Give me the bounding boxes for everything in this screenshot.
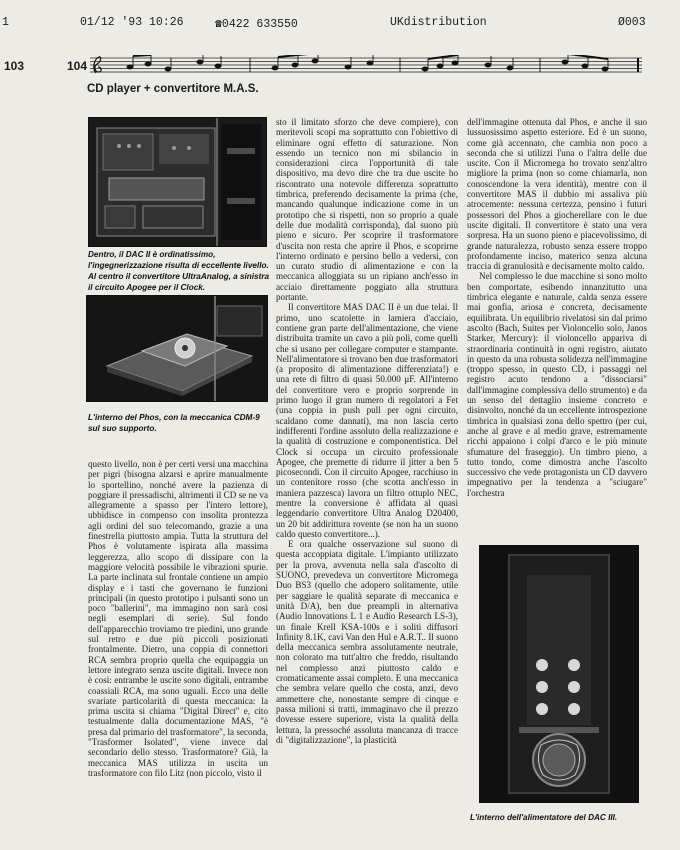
caption-photo-dac: Dentro, il DAC II è ordinatissimo, l'ingegnerizzazione risulta di eccellente livello. Al centro il convertitore UltraAnalog, a sinistra il circuito Apogee per il Clock.	[88, 250, 270, 292]
article-column-3	[467, 117, 647, 542]
column-2-paragraph: Il convertitore MAS DAC II è un due telai. Il primo, uno scatolette in lamiera d'acciaio, contiene gran parte dell'alimentazione, che viene distribuita tramite un cavo a più poli, come quelli che si usano per collegare computer e stampante. Nell'alimentatore si trovano ben due trasformatori (a proposito di alimentazione differenziata!) e una rete di filtro di quasi 50.000 μF. All'interno del convertitore vero e proprio sorprende in primo luogo il gran numero di regolatori a Fet (una coppia in push pull per ogni circuito, scaldano come dannati), ma non lascia certo indifferenti l'ordine assoluto della realizzazione e la qualità di costruzione e componentistica. Del Clock si occupa un circuito professionale Apogee, che premette di ridurre il jitter a ben 5 picosecondi. Con il circuito Apogee, racchiuso in un contenitore rosso (che scotta anch'esso in maniera pazzesca) lavora un filtro ottuplo NEC, mentre la conversione è affidata al quasi leggendario convertitore Ultra Analog D20400, un 20 bit addirittura rovente (se non ha un suono caldo questo convertitore...).	[276, 302, 458, 539]
fax-sender: UKdistribution	[390, 16, 487, 29]
caption-photo-power-supply: L'interno dell'alimentatore del DAC III.	[470, 813, 618, 822]
article-column-2	[276, 117, 458, 844]
article-column-1	[88, 459, 268, 844]
fax-page-number: Ø003	[618, 16, 646, 29]
music-staff-banner	[90, 55, 642, 75]
fax-corner-mark: 1	[2, 16, 9, 29]
photo-dac-interior	[88, 117, 267, 247]
column-2-paragraph: E ora qualche osservazione sul suono di questa accoppiata digitale. L'impianto utilizzato per la prova, avvenuta nella sala d'ascolto di SUONO, prevedeva un convertitore Micromega Duo BS3 (quello che adopero solitamente, utile per saggiare le qualità separate di meccanica e unità D/A), ben due preampli in alternativa (Audio Innovations L 1 e Audio Research LS-3), un finale Krell KSA-100s e i soliti diffusori Infinity 8.1K, cavi Van den Hul e A.R.T.. Il suono della meccanica sembra assolutamente neutrale, non colorato ma tutt'altro che freddo, risultando nel complesso anzi piuttosto caldo e cromaticamente assai completo. E una meccanica che sembra velare quello che costa, anzi, devo ammettere che, nonostante sempre di cinque e passa milioni si tratti, immaginavo che il prezzo dovesse essere superiore, vista la qualità della lettura, la pressoché assoluta mancanza di tracce di "digitalizzazione", la plasticità	[276, 539, 458, 745]
column-3-paragraph: dell'immagine ottenuta dal Phos, e anche il suo lussuosissimo aspetto esteriore. Ed è un suono, come già accennato, che cambia non poco a seconda che si utilizzi l'una o l'altra delle due uscite. Con il Micromega ho trovato senz'altro migliore la prima (non so come chiamarla, non conoscendone la vera identità), mentre con il convertitore MAS il dubbio mi assaliva più atrocemente: nessuna certezza, pensino i futuri possessori del Phos a giocherellare con le due uscite digitali. Il convertitore è stato una vera sorpresa. Ha un suono pieno e piacevolissimo, di grande naturalezza, robusto senza essere troppo profondamente inciso, materico senza alcuna traccia di granulosità e decisamente molto caldo.	[467, 117, 647, 272]
photo-power-supply-interior	[479, 545, 639, 803]
photo-phos-interior	[86, 295, 268, 402]
article-heading: CD player + convertitore M.A.S.	[87, 83, 259, 95]
column-1-paragraph: questo livello, non è per certi versi una macchina per pigri (bisogna alzarsi e aprire manualmente lo sportellino, nonché avere la pazienza di poggiare il pressadischi, altrimenti il CD se ne va allegramente a spasso per l'intero lettore), ubbidisce in compenso con insolita prontezza agli ordini del suo telecomando, grazie a una finestrella piuttosto ampia. Tutta la struttura del Phos è volutamente ispirata alla massima leggerezza, allo scopo di dissipare con la maggiore velocità possibile le vibrazioni spurie. La parte inclinata sul frontale contiene un ampio display e i tasti che governano le funzioni principali (in questo prototipo i pulsanti sono un poco "ballerini", ma immagino non sarà così negli esemplari di serie). Sul fondo dell'apparecchio troviamo tre piedini, uno grande sul retro e due più piccoli posizionati frontalmente. Dietro, una coppia di connettori RCA sembra proprio quella che equipaggia un lettore integrato senza uscite digitali. Invece non è così: entrambe le uscite sono digitali, entrambe coassiali RCA, ma sono uguali. Ecco una delle svariate particolarità di questa meccanica: la prima uscita si chiama "Digital Direct" e, cito testualmente dalla documentazione MAS, "è presa dal primario del trasformatore", la seconda, "Trasformer Isolated", viene invece dal secondario dello stesso. Trasformatore? Già, la meccanica MAS utilizza in uscita un trasformatore con filo Litz (non piccolo, visto il	[88, 459, 268, 778]
fax-phone: ☎0422 633550	[215, 18, 298, 31]
photo-power-supply-image	[479, 545, 639, 803]
photo-phos-interior-image	[87, 296, 267, 401]
column-2-paragraph: sto il limitato sforzo che deve compiere), con meritevoli scopi ma soprattutto con l'obiettivo di eliminare ogni effetto di saturazione. Non essendo un tecnico non mi sbilancio in considerazioni circa l'opportunità di tale dispositivo, ma devo dire che tra due uscite ho riscontrato una notevole differenza soprattutto timbrica, preferendo decisamente la prima (che, mancando qualunque indicazione come in un prototipo che si rispetti, non so proprio a quale delle due modalità corrisponda), dal suono più pieno e sicuro. Per scoprire il trasformatore d'uscita non resta che aprire il Phos, e scoprirne l'interno ordinato e persino bello a vedersi, con un curato studio di alimentazione e con la meccanica alloggiata su un ripiano anch'esso in acciaio direttamente poggiato alla struttura portante.	[276, 117, 458, 303]
column-3-paragraph: Nel complesso le due macchine si sono molto ben comportate, esibendo innanzitutto una timbrica elegante e naturale, calda senza essere mai gonfia, ariosa e concreta, decisamente equilibrata. Un equilibrio rivelatosi sin dal primo ascolto (Bach, Suites per Violoncello solo, Janos Starker, Mercury): il violoncello appariva di straordinaria continuità in ogni registro, aiutato in questo da una robusta solidezza nell'immagine (troppo spesso, in questo CD, i passaggi nel registro acuto tendono a "dissociarsi" dall'immagine complessiva dello strumento) e da un senso del dettaglio insieme concreto e disinvolto, nonché da un eccellente introspezione timbrica in qualsiasi zona dello spettro (per cui, anche al grave e al medio grave, estremamente ricchi appaiono i colpi d'arco e le più minute sfumature del fraseggio). Un timbro pieno, a tutto tondo, come dimostra anche l'ascolto successivo che vede protagonista un CD davvero impegnativo per la tendenza a "sciugare" l'orchestra	[467, 271, 647, 498]
page-number-left: 103	[4, 59, 25, 73]
caption-photo-phos: L'interno del Phos, con la meccanica CDM-9 sul suo supporto.	[88, 413, 260, 433]
photo-dac-interior-image	[89, 118, 266, 246]
page-number-right: 104	[67, 59, 88, 73]
fax-datetime: 01/12 '93 10:26	[80, 16, 184, 29]
